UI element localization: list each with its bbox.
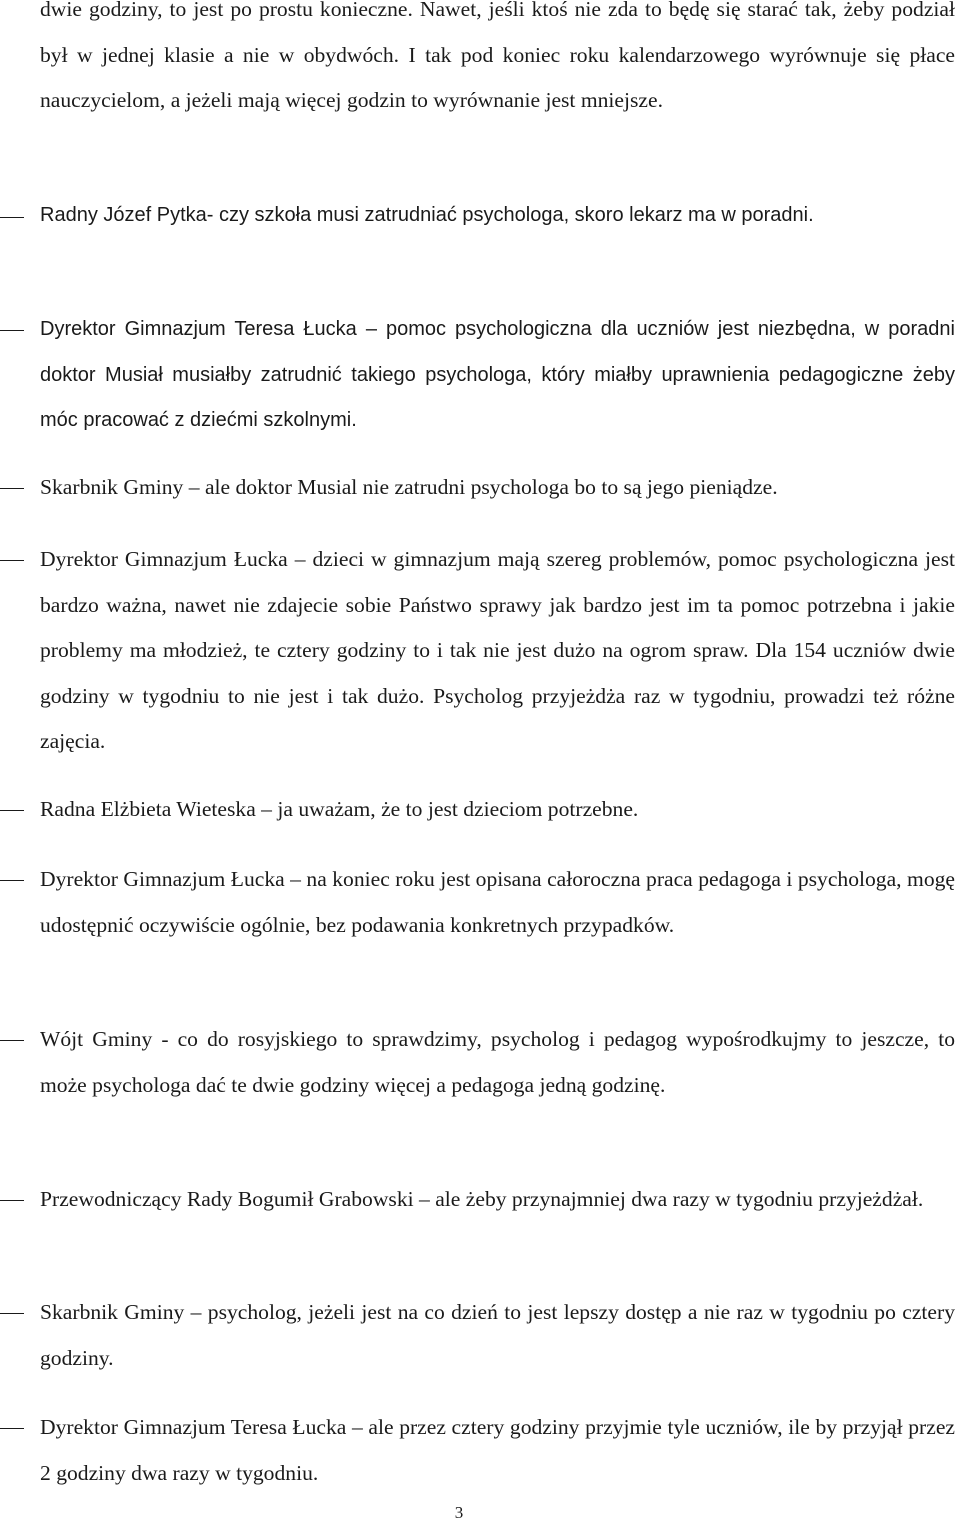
paragraph-przewodniczacy: Przewodniczący Rady Bogumił Grabowski – ale żeby przynajmniej dwa razy w tygodniu przyjeżdżał. bbox=[40, 1187, 924, 1211]
dash-marker bbox=[0, 560, 24, 561]
paragraph-continuation: dwie godziny, to jest po prostu konieczne. Nawet, jeśli ktoś nie zda to będę się starać tak, żeby podział był w jednej klasie a nie w obydwóch. I tak pod koniec roku kalendarzowego wyrównuje się płace nauczycielom, a jeżeli mają więcej godzin to wyrównanie jest mniejsze. bbox=[40, 0, 955, 112]
dash-marker bbox=[0, 217, 24, 218]
paragraph-dyrektor-lucka-4: Dyrektor Gimnazjum Teresa Łucka – ale przez cztery godziny przyjmie tyle uczniów, ile by przyjął przez 2 godziny dwa razy w tygodniu. bbox=[40, 1415, 955, 1485]
dash-marker bbox=[0, 1428, 24, 1429]
paragraph-skarbnik-2: Skarbnik Gminy – psycholog, jeżeli jest na co dzień to jest lepszy dostęp a nie raz w tygodniu po cztery godziny. bbox=[40, 1300, 955, 1370]
paragraph-wojt-gminy: Wójt Gminy - co do rosyjskiego to sprawdzimy, psycholog i pedagog wypośrodkujmy to jeszcze, to może psychologa dać te dwie godziny więcej a pedagoga jedną godzinę. bbox=[40, 1027, 955, 1097]
dash-marker bbox=[0, 1200, 24, 1201]
paragraph-radna-wieteska: Radna Elżbieta Wieteska – ja uważam, że to jest dzieciom potrzebne. bbox=[40, 797, 639, 821]
paragraph-radny-pytka: Radny Józef Pytka- czy szkoła musi zatrudniać psychologa, skoro lekarz ma w poradni. bbox=[40, 204, 814, 226]
paragraph-dyrektor-lucka-1: Dyrektor Gimnazjum Teresa Łucka – pomoc psychologiczna dla uczniów jest niezbędna, w poradni doktor Musiał musiałby zatrudnić takiego psychologa, który miałby uprawnienia pedagogiczne żeby móc pracować z dziećmi szkolnymi. bbox=[40, 318, 955, 431]
dash-marker bbox=[0, 1313, 24, 1314]
dash-marker bbox=[0, 1040, 24, 1041]
dash-marker bbox=[0, 880, 24, 881]
paragraph-dyrektor-lucka-2: Dyrektor Gimnazjum Łucka – dzieci w gimnazjum mają szereg problemów, pomoc psychologiczna jest bardzo ważna, nawet nie zdajecie sobie Państwo sprawy jak bardzo jest im ta pomoc potrzebna i jakie problemy ma młodzież, te cztery godziny to i tak nie jest dużo na ogrom spraw. Dla 154 uczniów dwie godziny w tygodniu to nie jest i tak dużo. Psycholog przyjeżdża raz w tygodniu, prowadzi też różne zajęcia. bbox=[40, 547, 955, 753]
dash-marker bbox=[0, 488, 24, 489]
paragraph-skarbnik-1: Skarbnik Gminy – ale doktor Musial nie zatrudni psychologa bo to są jego pieniądze. bbox=[40, 475, 778, 499]
page-number: 3 bbox=[454, 1503, 464, 1522]
dash-marker bbox=[0, 810, 24, 811]
dash-marker bbox=[0, 330, 24, 331]
paragraph-dyrektor-lucka-3: Dyrektor Gimnazjum Łucka – na koniec roku jest opisana całoroczna praca pedagoga i psychologa, mogę udostępnić oczywiście ogólnie, bez podawania konkretnych przypadków. bbox=[40, 867, 955, 937]
